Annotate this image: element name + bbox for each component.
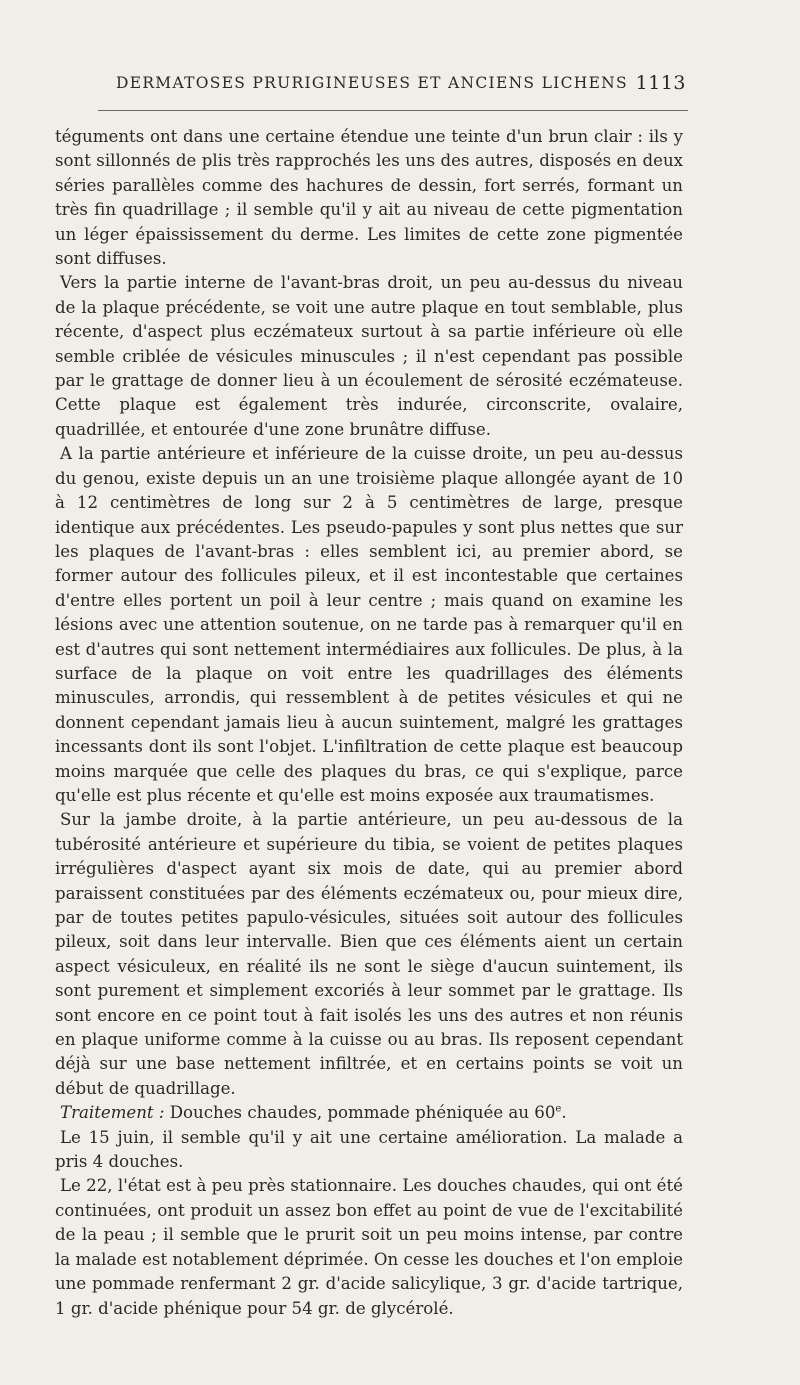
treatment-label: Traitement : bbox=[60, 1103, 165, 1123]
paragraph-15-juin: Le 15 juin, il semble qu'il y ait une certaine amélioration. La malade a pris 4 douches. bbox=[55, 1127, 683, 1172]
paragraph-avant-bras: Vers la partie interne de l'avant-bras droit, un peu au-dessus du niveau de la plaque précédente, se voit une autre plaque en tout semblable, plus récente, d'aspect plus eczémateux surtout à sa partie inférieure où elle semble criblée de vésicules minuscules ; il n'est cependant pas possible par le grattage de donner lieu à un écoulement de sérosité eczémateuse. Cette plaque est également très indurée, circonscrite, ovalaire, quadrillée, et entourée d'une zone brunâtre diffuse. bbox=[55, 273, 683, 439]
running-head bbox=[100, 72, 690, 100]
treatment-end: . bbox=[561, 1103, 567, 1123]
body-text bbox=[55, 125, 683, 1321]
paragraph-traitement bbox=[55, 1101, 683, 1125]
header-rule bbox=[98, 110, 688, 111]
paragraph-jambe: Sur la jambe droite, à la partie antérieure, un peu au-dessous de la tubérosité antérieure et supérieure du tibia, se voient de petites plaques irrégulières d'aspect ayant six mois de date, qui au premier abord paraissent constituées par des éléments eczémateux ou, pour mieux dire, par de toutes petites papulo-vésicules, situées soit autour des follicules pileux, soit dans leur intervalle. Bien que ces éléments aient un certain aspect vésiculeux, en réalité ils ne sont le siège d'aucun suintement, ils sont purement et simplement excoriés à leur sommet par le grattage. Ils sont encore en ce point tout à fait isolés les uns des autres et non réunis en plaque uniforme comme à la cuisse ou au bras. Ils reposent cependant déjà sur une base nettement infiltrée, et en certains points se voit un début de quadrillage. bbox=[55, 810, 683, 1098]
treatment-text: Douches chaudes, pommade phéniquée au 60 bbox=[169, 1103, 556, 1123]
running-title: DERMATOSES PRURIGINEUSES ET ANCIENS LICHENS bbox=[116, 74, 628, 92]
paragraph-22: Le 22, l'état est à peu près stationnaire. Les douches chaudes, qui ont été continuées, ont produit un assez bon effet au point de vue de l'excitabilité de la peau ; il semble que le prurit soit un peu moins intense, par contre la malade est notablement déprimée. On cesse les douches et l'on emploie une pommade renfermant 2 gr. d'acide salicylique, 3 gr. d'acide tartrique, 1 gr. d'acide phénique pour 54 gr. de glycérolé. bbox=[55, 1176, 683, 1318]
paragraph-cuisse: A la partie antérieure et inférieure de la cuisse droite, un peu au-dessus du genou, existe depuis un an une troisième plaque allongée ayant de 10 à 12 centimètres de long sur 2 à 5 centimètres de large, presque identique aux précédentes. Les pseudo-papules y sont plus nettes que sur les plaques de l'avant-bras : elles semblent ici, au premier abord, se former autour des follicules pileux, et il est incontestable que certaines d'entre elles portent un poil à leur centre ; mais quand on examine les lésions avec une attention soutenue, on ne tarde pas à remarquer qu'il en est d'autres qui sont nettement intermédiaires aux follicules. De plus, à la surface de la plaque on voit entre les quadrillages des éléments minuscules, arrondis, qui ressemblent à de petites vésicules et qui ne donnent cependant jamais lieu à aucun suintement, malgré les grattages incessants dont ils sont l'objet. L'infiltration de cette plaque est beaucoup moins marquée que celle des plaques du bras, ce qui s'explique, parce qu'elle est plus récente et qu'elle est moins exposée aux traumatismes. bbox=[55, 444, 683, 805]
treatment-superscript: e bbox=[555, 1103, 562, 1115]
paragraph-continuation: téguments ont dans une certaine étendue une teinte d'un brun clair : ils y sont sillonnés de plis très rapprochés les uns des autres, disposés en deux séries parallèles comme des hachures de dessin, fort serrés, formant un très fin quadrillage ; il semble qu'il y ait au niveau de cette pigmentation un léger épaississement du derme. Les limites de cette zone pigmentée sont diffuses. bbox=[55, 127, 683, 269]
page-number: 1113 bbox=[635, 72, 686, 94]
